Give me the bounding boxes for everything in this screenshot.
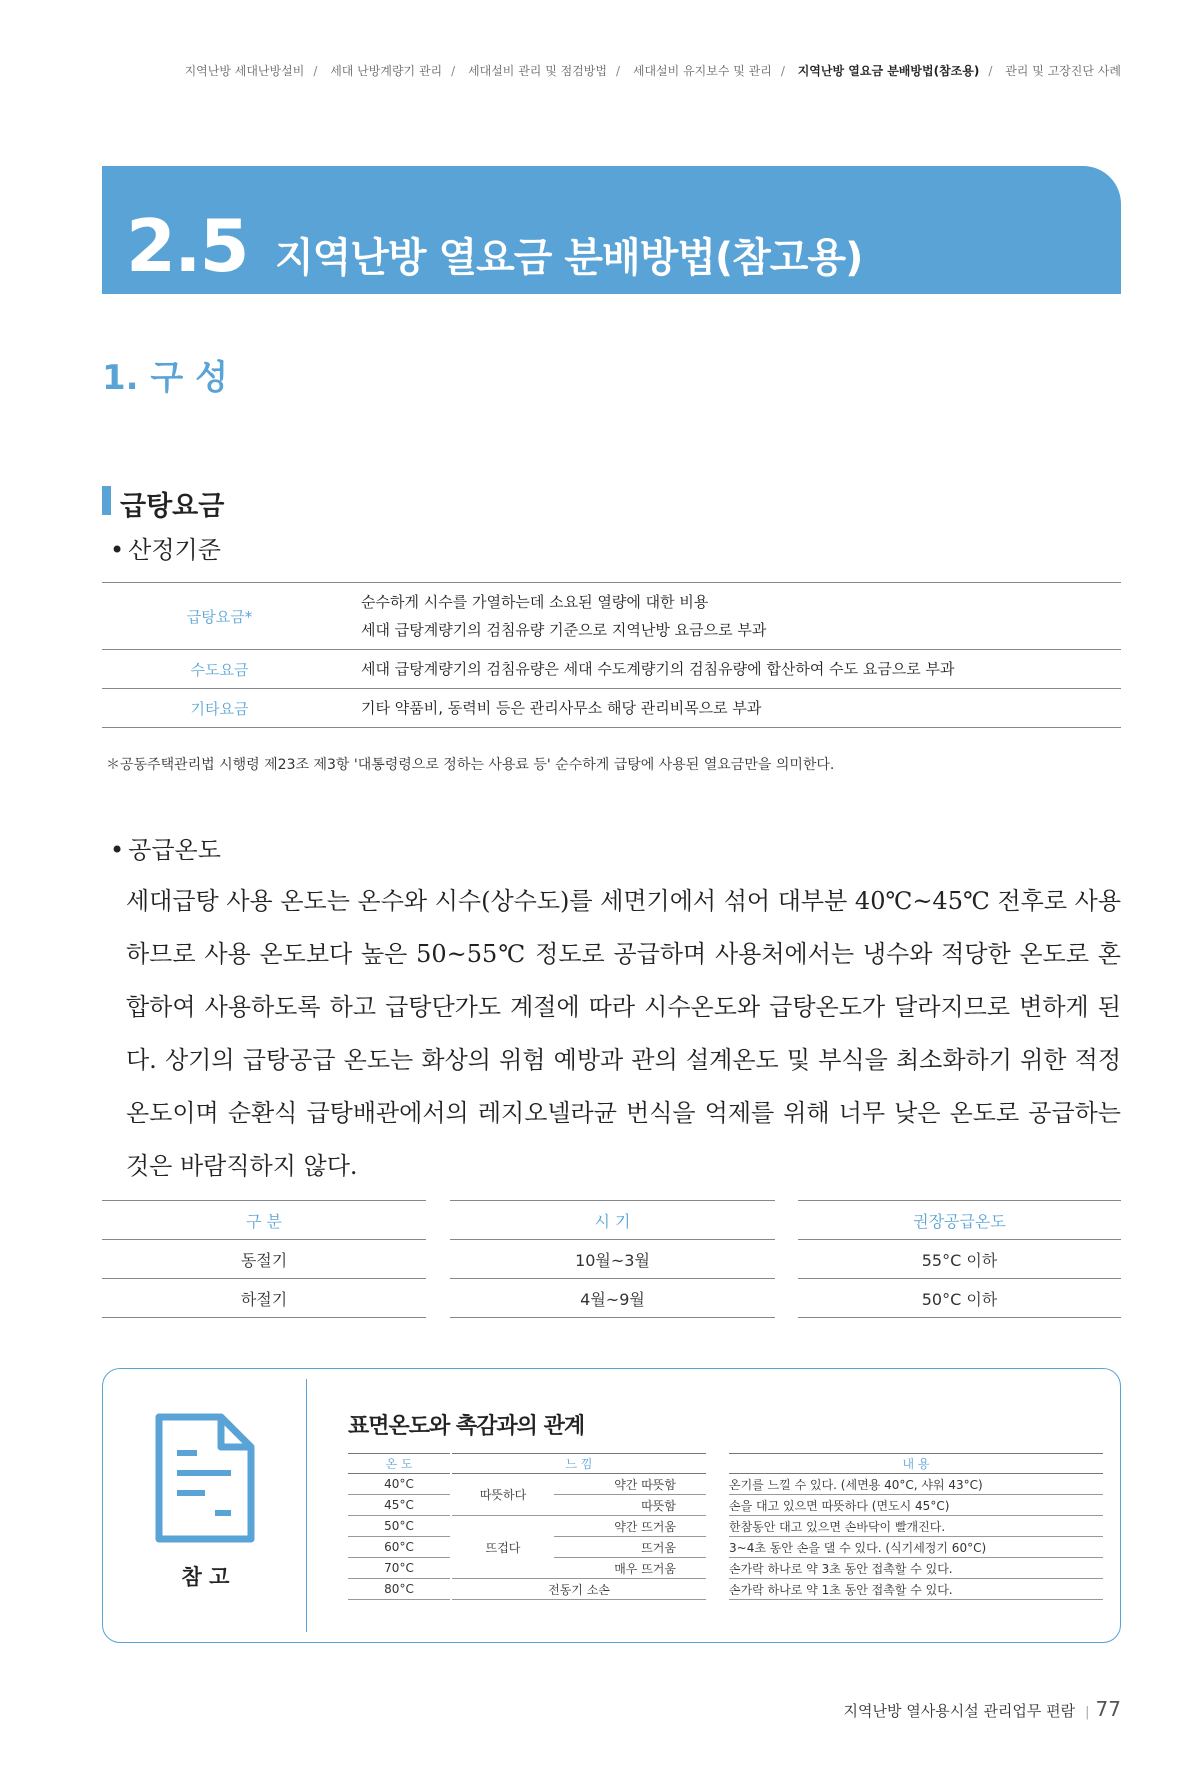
table-header: 온 도 [348,1454,450,1474]
bullet-criteria: • 산정기준 [110,536,221,564]
reference-title: 표면온도와 촉감과의 관계 [348,1414,585,1439]
table-row [102,583,1121,650]
bullet-criteria-label: 산정기준 [128,536,221,564]
table-row [102,689,1121,728]
breadcrumb-item-current: 지역난방 열요금 분배방법(참조용) [797,64,980,78]
chapter-title-band [102,166,1121,294]
section-title: 1. 구 성 [102,358,228,398]
table-header: 권장공급온도 [798,1201,1121,1240]
table-cell: 3~4초 동안 손을 댈 수 있다. (식기세정기 60°C) [729,1537,1103,1558]
reference-feel-table [452,1453,706,1600]
breadcrumb-item: 세대설비 관리 및 점검방법 [468,64,607,78]
table-cell: 45°C [348,1495,450,1516]
reference-box [102,1368,1121,1643]
page-number: 77 [1095,1697,1121,1721]
breadcrumb-item: 관리 및 고장진단 사례 [1005,64,1121,78]
document-icon [155,1413,255,1543]
bullet-temperature: • 공급온도 [110,836,221,864]
table-cell: 50°C 이하 [798,1279,1121,1318]
table-header: 시 기 [450,1201,775,1240]
breadcrumb-item: 세대 난방계량기 관리 [330,64,443,78]
footer-title: 지역난방 열사용시설 관리업무 편람 [843,1702,1076,1720]
body-paragraph: 세대급탕 사용 온도는 온수와 시수(상수도)를 세면기에서 섞어 대부분 40℃~45℃ 전후로 사용하므로 사용 온도보다 높은 50~55℃ 정도로 공급하며 사용처에서는 냉수와 적당한 온도로 혼합하여 사용하도록 하고 급탕단가도 계절에 따라 시수온도와 급탕온도가 달라지므로 변하게 된다. 상기의 급탕공급 온도는 화상의 위험 예방과 관의 설계온도 및 부식을 최소화하기 위한 적정온도이며 순환식 급탕배관에서의 레지오넬라균 번식을 억제를 위해 너무 낮은 온도로 공급하는 것은 바람직하지 않다. [126,887,1121,1180]
fee-label: 수도요금 [102,650,337,689]
chapter-number: 2.5 [126,204,248,288]
table-cell: 60°C [348,1537,450,1558]
reference-divider [306,1379,307,1632]
table-header: 내 용 [729,1454,1103,1474]
reference-content-table [729,1453,1103,1600]
reference-temp-table [348,1453,450,1600]
fee-desc [337,583,1121,650]
table-cell: 매우 뜨거움 [554,1558,706,1579]
temp-table-col-period [450,1200,775,1318]
table-cell: 약간 따뜻함 [554,1474,706,1495]
table-cell: 동절기 [102,1240,426,1279]
table-cell: 70°C [348,1558,450,1579]
fee-label: 기타요금 [102,689,337,728]
table-cell: 따뜻하다 [452,1474,554,1516]
table-header: 느 낌 [452,1454,706,1474]
table-cell: 뜨겁다 [452,1516,554,1579]
table-cell: 80°C [348,1579,450,1600]
breadcrumb-item: 지역난방 세대난방설비 [184,64,305,78]
temp-table-col-category [102,1200,426,1318]
table-cell: 55°C 이하 [798,1240,1121,1279]
table-cell: 4월~9월 [450,1279,775,1318]
table-cell: 손가락 하나로 약 1초 동안 접촉할 수 있다. [729,1579,1103,1600]
table-cell: 손을 대고 있으면 따뜻하다 (면도시 45°C) [729,1495,1103,1516]
fee-desc: 기타 약품비, 동력비 등은 관리사무소 해당 관리비목으로 부과 [337,689,1121,728]
fee-desc-line: 순수하게 시수를 가열하는데 소요된 열량에 대한 비용 [361,593,709,611]
temp-table-col-recommended [798,1200,1121,1318]
fee-label: 급탕요금* [102,583,337,650]
footnote: ＊공동주택관리법 시행령 제23조 제3항 '대통령령으로 정하는 사용료 등' 순수하게 급탕에 사용된 열요금만을 의미한다. [106,757,835,773]
page-footer: 지역난방 열사용시설 관리업무 편람 | 77 [843,1697,1121,1721]
table-cell: 하절기 [102,1279,426,1318]
table-row [102,650,1121,689]
table-cell: 따뜻함 [554,1495,706,1516]
table-cell: 전동기 소손 [452,1579,706,1600]
fee-desc: 세대 급탕계량기의 검침유량은 세대 수도계량기의 검침유량에 합산하여 수도 요금으로 부과 [337,650,1121,689]
bullet-temperature-label: 공급온도 [128,836,221,864]
breadcrumb: 지역난방 세대난방설비 / 세대 난방계량기 관리 / 세대설비 관리 및 점검방법 / 세대설비 유지보수 및 관리 / 지역난방 열요금 분배방법(참조용) / 관리 및 고장진단 사례 [184,64,1121,78]
table-header: 구 분 [102,1201,426,1240]
subsection-title: 급탕요금 [102,484,224,523]
table-cell: 약간 뜨거움 [554,1516,706,1537]
chapter-title: 지역난방 열요금 분배방법(참고용) [275,235,863,281]
breadcrumb-item: 세대설비 유지보수 및 관리 [632,64,772,78]
reference-label: 참 고 [181,1565,230,1589]
table-cell: 50°C [348,1516,450,1537]
table-cell: 뜨거움 [554,1537,706,1558]
fee-table [102,582,1121,728]
table-cell: 40°C [348,1474,450,1495]
table-cell: 손가락 하나로 약 3초 동안 접촉할 수 있다. [729,1558,1103,1579]
table-cell: 10월~3월 [450,1240,775,1279]
table-cell: 온기를 느낄 수 있다. (세면용 40°C, 샤워 43°C) [729,1474,1103,1495]
fee-desc-line: 세대 급탕계량기의 검침유량 기준으로 지역난방 요금으로 부과 [361,621,767,639]
table-cell: 한참동안 대고 있으면 손바닥이 빨개진다. [729,1516,1103,1537]
